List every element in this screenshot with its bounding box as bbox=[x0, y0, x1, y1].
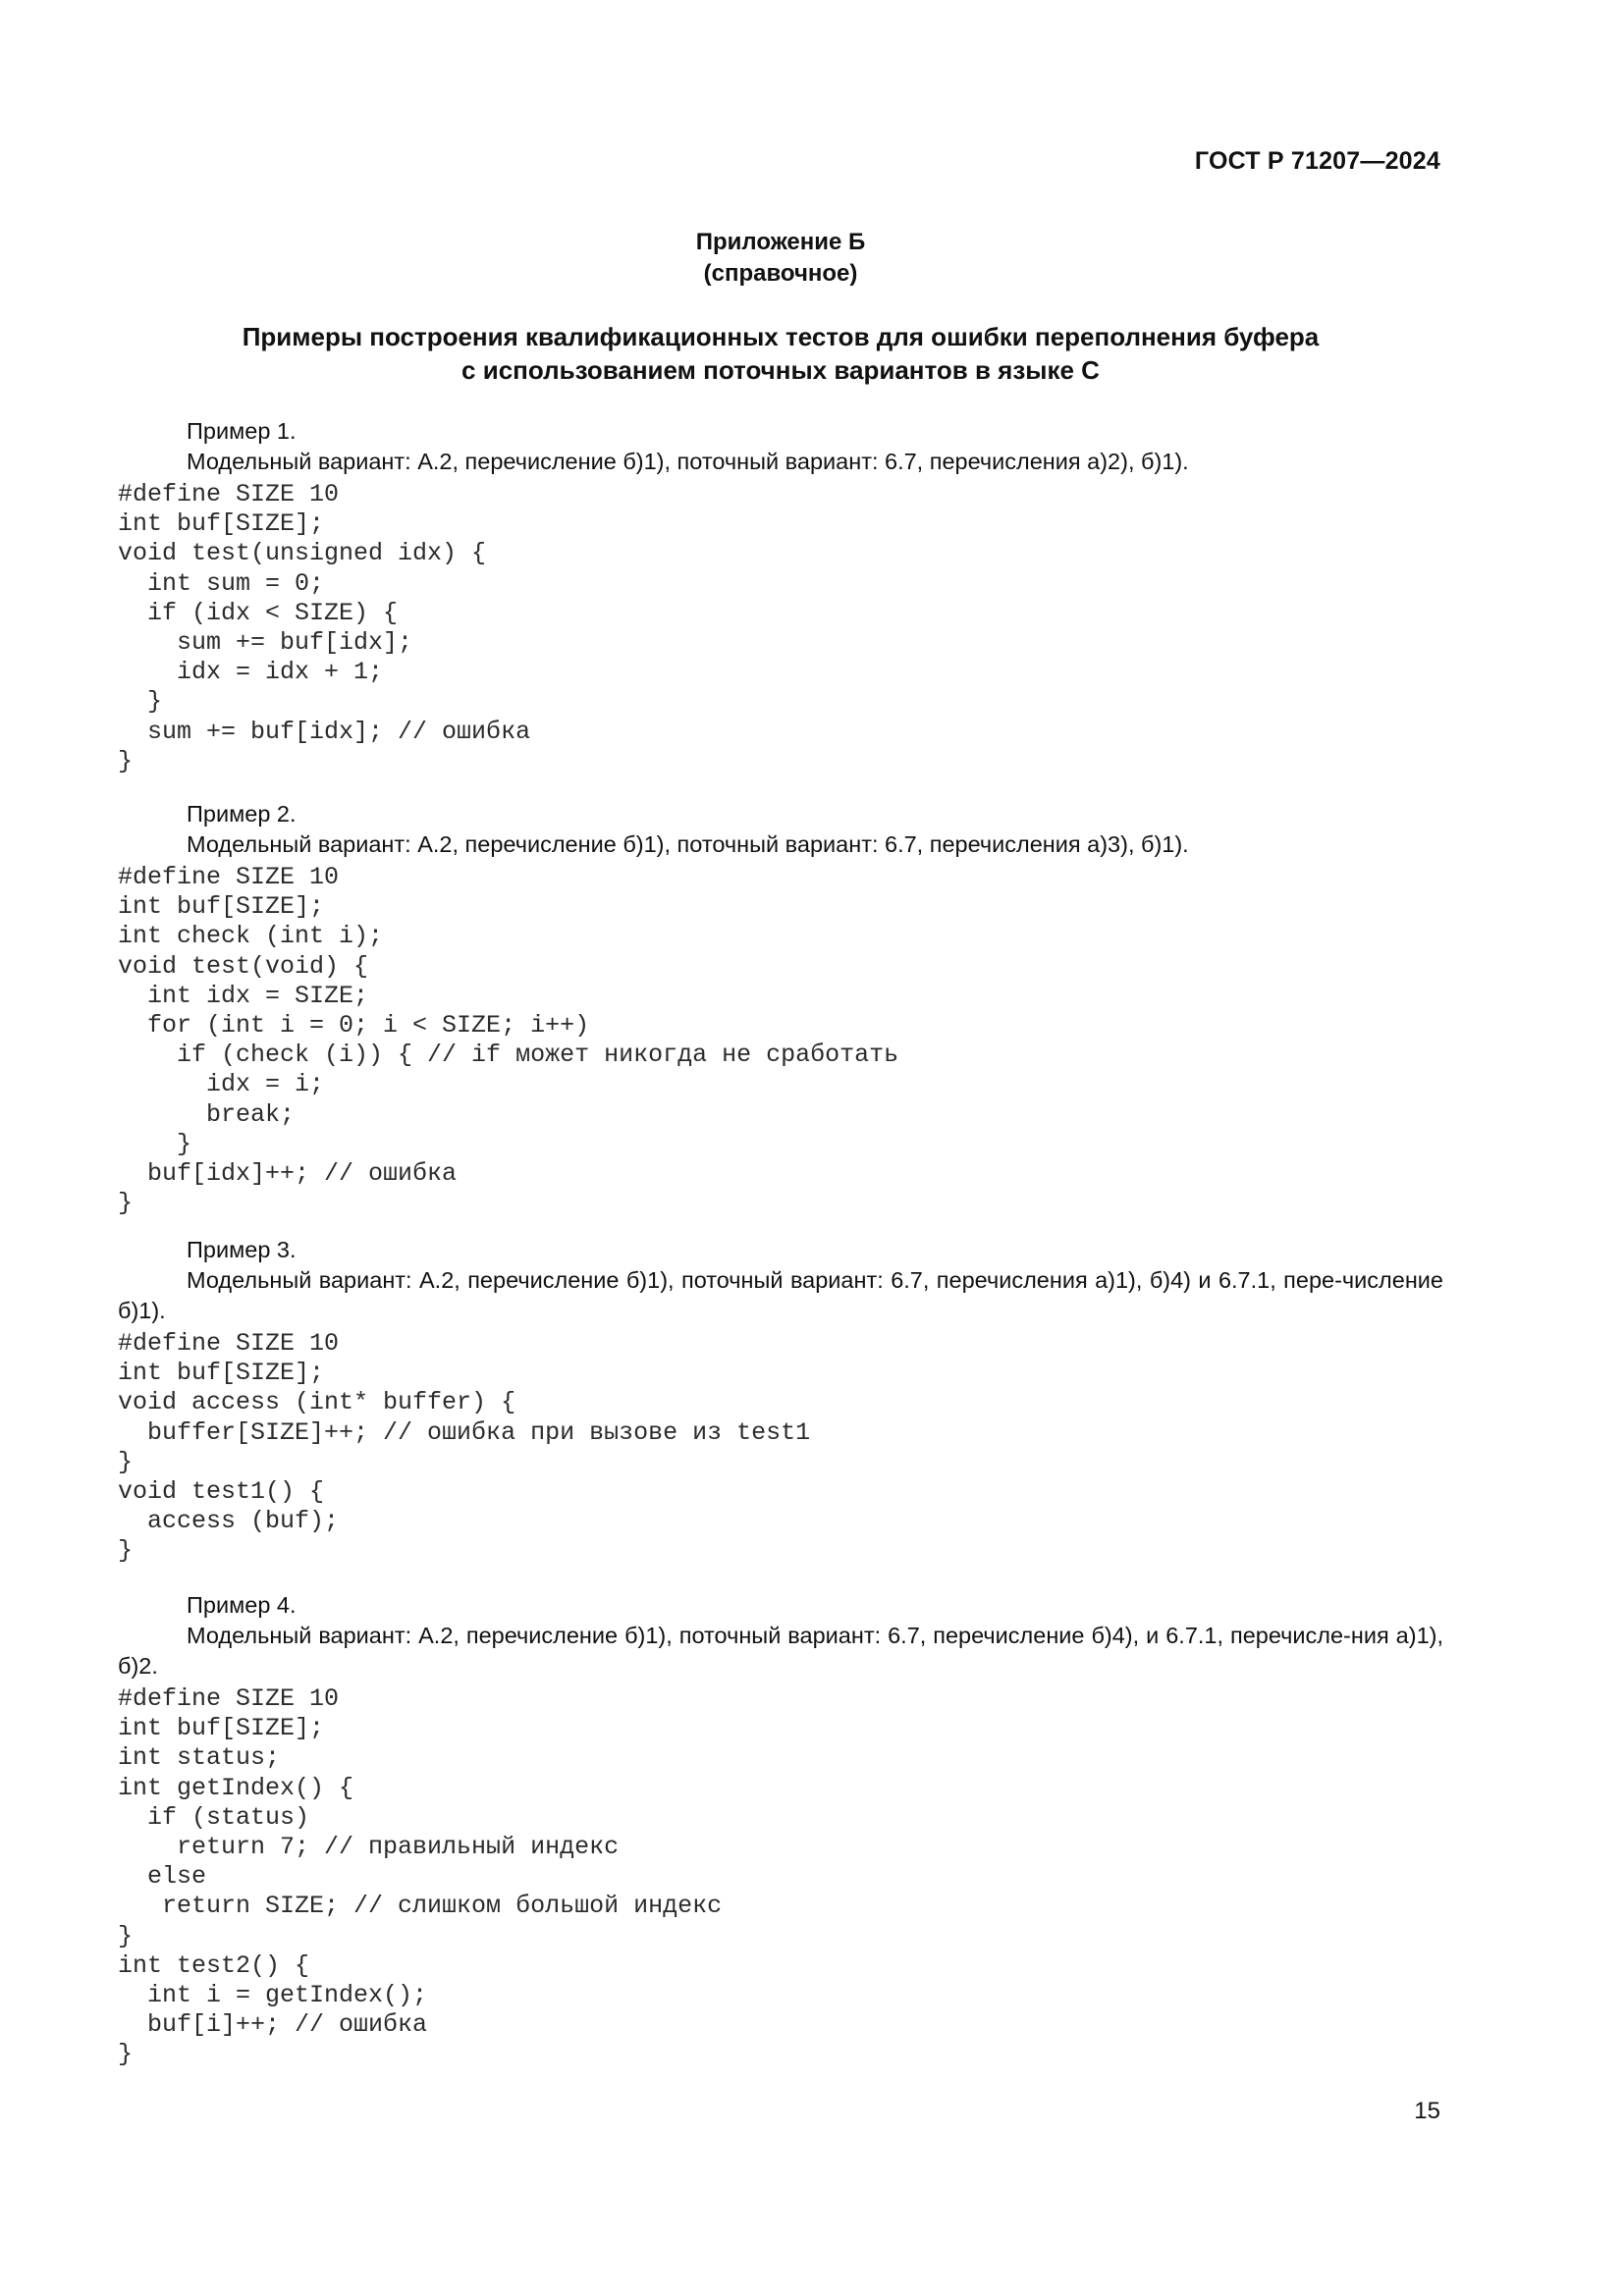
code-listing: #define SIZE 10 int buf[SIZE]; int check (int i); void test(void) { int idx = SIZE; for (int i = 0; i < SIZE; i++) if (check (i)) { // if может никогда не сработать idx = i; break; } buf[idx]++; // ошибка } bbox=[118, 863, 899, 1218]
example-description: Модельный вариант: А.2, перечисление б)1), поточный вариант: 6.7, перечисления а)1), б)4) и 6.7.1, пере-числение б)1). bbox=[118, 1267, 1443, 1323]
example-heading: Пример 4. bbox=[187, 1592, 297, 1618]
code-listing: #define SIZE 10 int buf[SIZE]; void access (int* buffer) { buffer[SIZE]++; // ошибка при вызове из test1 } void test1() { access (buf); } bbox=[118, 1329, 811, 1566]
standard-code: ГОСТ Р 71207—2024 bbox=[1194, 147, 1440, 175]
example-heading: Пример 1. bbox=[187, 418, 297, 444]
document-title-line-1: Примеры построения квалификационных тестов для ошибки переполнения буфера bbox=[242, 322, 1320, 351]
example-4 bbox=[118, 1590, 1443, 2070]
example-description: Модельный вариант: А.2, перечисление б)1), поточный вариант: 6.7, перечисление б)4), и 6.7.1, перечисле-ния а)1), б)2. bbox=[118, 1623, 1443, 1679]
example-description: Модельный вариант: А.2, перечисление б)1), поточный вариант: 6.7, перечисления а)3), б)1). bbox=[187, 831, 1189, 857]
document-title-line-2: с использованием поточных вариантов в языке С bbox=[461, 355, 1100, 385]
page-number: 15 bbox=[1414, 2098, 1440, 2124]
example-3 bbox=[118, 1235, 1443, 1567]
example-heading: Пример 2. bbox=[187, 801, 297, 827]
example-heading: Пример 3. bbox=[187, 1237, 297, 1262]
appendix-note: (справочное) bbox=[703, 260, 858, 287]
code-listing: #define SIZE 10 int buf[SIZE]; void test(unsigned idx) { int sum = 0; if (idx < SIZE) { sum += buf[idx]; idx = idx + 1; } sum += buf[idx]; // ошибка } bbox=[118, 480, 531, 775]
document-title bbox=[167, 320, 1394, 387]
example-1 bbox=[118, 416, 1443, 776]
example-2 bbox=[118, 799, 1443, 1218]
example-description: Модельный вариант: А.2, перечисление б)1), поточный вариант: 6.7, перечисления а)2), б)1). bbox=[187, 449, 1189, 474]
appendix-title: Приложение Б bbox=[695, 229, 866, 255]
code-listing: #define SIZE 10 int buf[SIZE]; int status; int getIndex() { if (status) return 7; // правильный индекс else return SIZE; // слишком большой индекс } int test2() { int i = getIndex(); buf[i]++; // ошибка } bbox=[118, 1684, 723, 2069]
